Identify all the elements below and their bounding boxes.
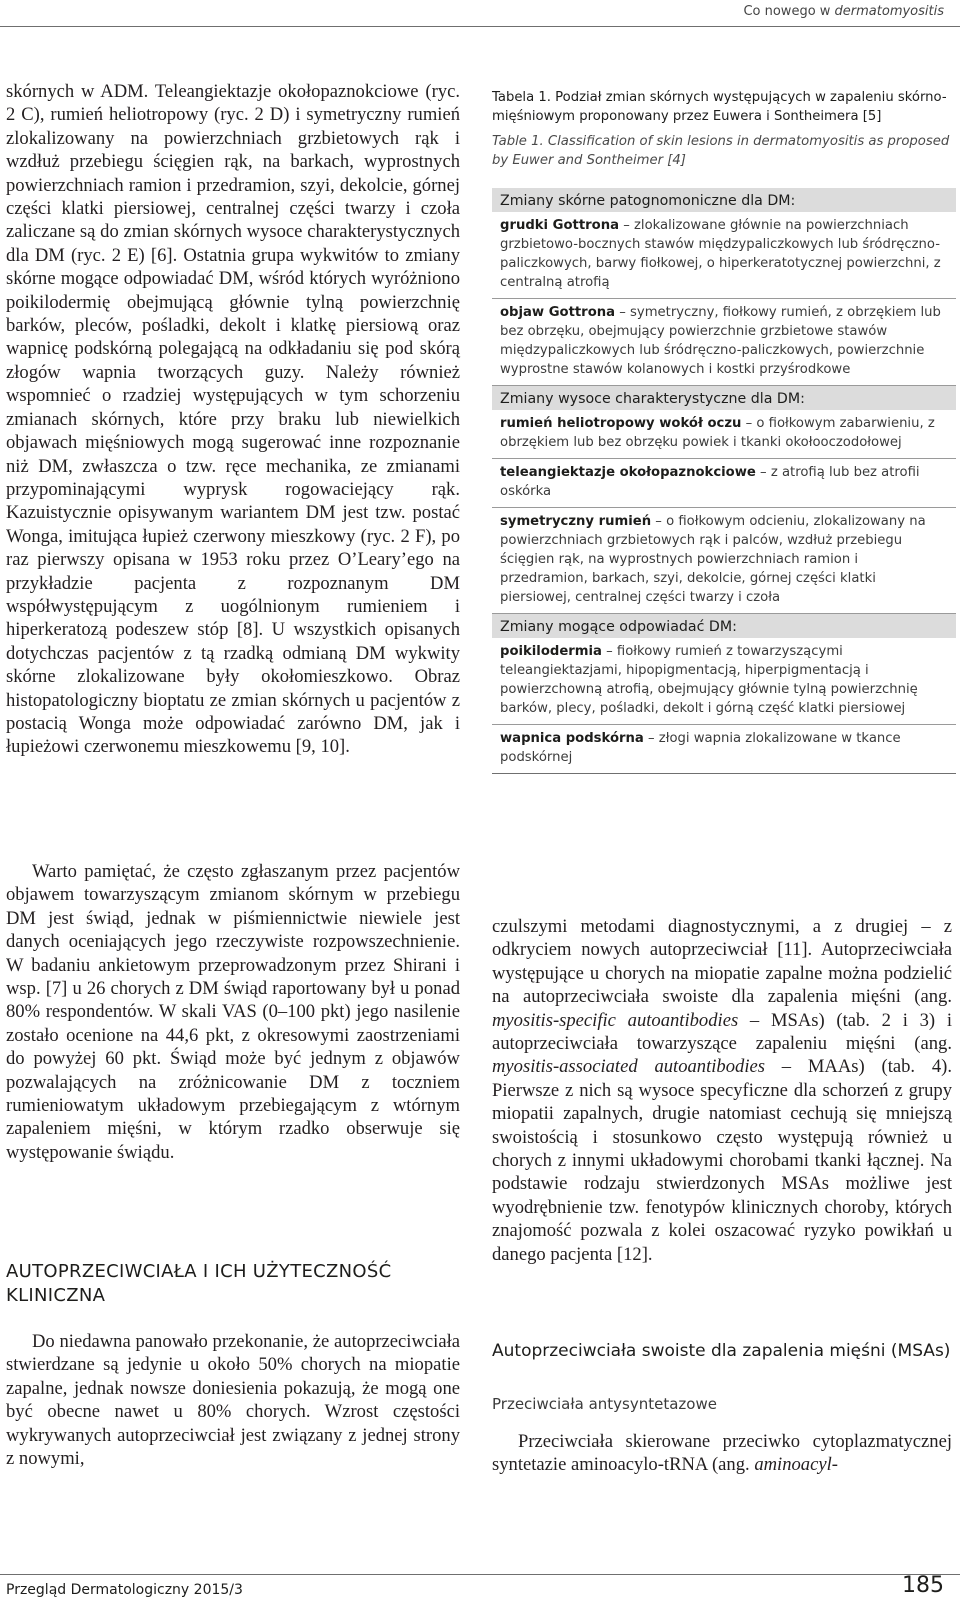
table-term: symetryczny rumień bbox=[500, 514, 652, 529]
table-desc: – zlokalizowane głównie na powierzchniach grzbietowo-bocznych stawów międzypaliczkowych lub śródręczno-paliczkowych, barwy fiołkowej, o hiperkeratotycznej powierzchni, z centralną atrofią bbox=[500, 218, 941, 290]
table-caption-label: Tabela 1. bbox=[492, 90, 551, 105]
table-row bbox=[492, 212, 956, 299]
right-column-lower bbox=[492, 1430, 952, 1477]
table-caption bbox=[492, 88, 956, 170]
table-desc: – złogi wapnia zlokalizowane w tkance podskórnej bbox=[500, 731, 901, 765]
table-row bbox=[492, 508, 956, 614]
right-column bbox=[492, 915, 952, 1266]
table-term: objaw Gottrona bbox=[500, 305, 616, 320]
table-term: rumień heliotropowy wokół oczu bbox=[500, 416, 742, 431]
subsubheading: Przeciwciała antysyntetazowe bbox=[492, 1395, 717, 1413]
table-caption-pl bbox=[492, 88, 956, 126]
table-row bbox=[492, 725, 956, 774]
para-segment: Przeciwciała skierowane przeciwko cytoplazmatycznej syntetazie aminoacylo-tRNA (ang. bbox=[492, 1431, 952, 1476]
table-group-heading: Zmiany skórne patognomoniczne dla DM: bbox=[492, 188, 956, 212]
page-number: 185 bbox=[902, 1573, 944, 1598]
table-row bbox=[492, 459, 956, 508]
header-rule bbox=[0, 26, 960, 27]
table-group-heading: Zmiany wysoce charakterystyczne dla DM: bbox=[492, 386, 956, 410]
table-term: grudki Gottrona bbox=[500, 218, 619, 233]
table-row bbox=[492, 410, 956, 459]
table-desc: – symetryczny, fiołkowy rumień, z obrzękiem lub bez obrzęku, obejmujący powierzchnie grzbietowe stawów międzypaliczkowych lub śródręczno-paliczkowych, powierzchnie wyprostne stawów kolanowych i kostki przyśrodkowe bbox=[500, 305, 941, 377]
body-paragraph-5 bbox=[492, 1430, 952, 1477]
table-group-heading: Zmiany mogące odpowiadać DM: bbox=[492, 614, 956, 638]
table-desc: – o fiołkowym zabarwieniu, z obrzękiem lub bez obrzęku powiek i tkanki okołooczodołowej bbox=[500, 416, 935, 450]
running-head-italic: dermatomyositis bbox=[834, 4, 944, 19]
section-heading: AUTOPRZECIWCIAŁA I ICH UŻYTECZNOŚĆ KLINICZNA bbox=[6, 1261, 392, 1306]
para-segment: – MAAs) (tab. 4). Pierwsze z nich są wysoce specyficzne dla schorzeń z grupy miopatii zapalnych, drugie natomiast cechują się mniejszą swoistością i stosunkowo często występują również u chorych z innymi układowymi chorobami tkanki łącznej. Na podstawie rodzaju stwierdzonych MSAs możliwe jest wyodrębnienie tzw. fenotypów klinicznych choroby, których znajomość pozwala z kolei oszacować ryzyko powikłań u danego pacjenta [12]. bbox=[492, 1056, 952, 1265]
skin-lesions-table bbox=[492, 188, 956, 774]
footer-journal: Przegląd Dermatologiczny 2015/3 bbox=[6, 1582, 243, 1598]
table-desc: – o fiołkowym odcieniu, zlokalizowany na powierzchniach grzbietowych rąk i palców, wzdłuż przebiegu ścięgien rąk, na wyprostnych powierzchniach ramion i przedramion, barkach, szyi, dekolcie, górnej części klatki piersiowej, centralnej części twarzy i czoła bbox=[500, 514, 926, 605]
table-desc: – z atrofią lub bez atrofii oskórka bbox=[500, 465, 920, 499]
para-italic-term: myositis-specific autoantibodies bbox=[492, 1009, 739, 1031]
body-paragraph-1: skórnych w ADM. Teleangiektazje okołopaznokciowe (ryc. 2 C), rumień heliotropowy (ryc. 2 D) i symetryczny rumień zlokalizowany na powierzchniach grzbietowych rąk i wzdłuż przebiegu ścięgien rąk, na barkach, wyprostnych powierzchniach ramion i przedramion, szyi, dekolcie, górnej części klatki piersiowej, centralnej części twarzy i czoła zaliczane są do zmian skórnych wysoce charakterystycznych dla DM (ryc. 2 E) [6]. Ostatnia grupa wykwitów to zmiany skórne mogące odpowiadać DM, wśród których wyróżniono poikilodermię obejmującą głównie tylną powierzchnię barków, pleców, pośladki, dekolt i klatkę piersiową oraz wapnicę podskórną polegającą na odkładaniu się pod skórą złogów wapnia tworzących guzy. Należy również wspomnieć o rzadziej występujących w tym schorzeniu zmianach skórnych, które przy braku lub niewielkich objawach mięśniowych mogą sugerować inne rozpoznanie niż DM, zwłaszcza o tzw. ręce mechanika, ze zmianami przypominającymi wyprysk rogowaciejący rąk. Kazuistycznie opisywanym wariantem DM jest tzw. postać Wonga, imitująca łupież czerwony mieszkowy (ryc. 2 F), po raz pierwszy opisana w 1953 roku przez O’Leary’ego na przykładzie pacjenta z rozpoznanym DM współwystępującym z uogólnionym rumieniem i hiperkeratozą podeszew stóp [8]. U wszystkich opisanych dotychczas pacjentów z tą rzadką odmianą DM wykwity skórne zlokalizowane były okołomieszkowo. Obraz histopatologiczny bioptatu ze zmian skórnych u pacjentów z postacią Wonga może odpowiadać zarówno DM, jak i łupieżowi czerwonemu mieszkowemu [9, 10]. bbox=[6, 81, 460, 758]
left-column-lower bbox=[6, 1330, 460, 1470]
table-term: wapnica podskórna bbox=[500, 731, 644, 746]
table-term: teleangiektazje okołopaznokciowe bbox=[500, 465, 756, 480]
table-row bbox=[492, 638, 956, 725]
running-head-prefix: Co nowego w bbox=[743, 4, 835, 19]
left-column bbox=[6, 80, 460, 1164]
body-paragraph-4 bbox=[492, 915, 952, 1266]
table-row bbox=[492, 299, 956, 386]
body-paragraph-2: Warto pamiętać, że często zgłaszanym przez pacjentów objawem towarzyszącym zmianom skórnym w przebiegu DM jest świąd, jednak w piśmiennictwie niewiele jest danych oceniających jego rzeczywiste rozpowszechnienie. W badaniu ankietowym przeprowadzonym przez Shirani i wsp. [7] u 26 chorych z DM świąd raportowany był u ponad 80% respondentów. W skali VAS (0–100 pkt) jego nasilenie zostało ocenione na 44,6 pkt, z okresowymi zaostrzeniami do powyżej 60 pkt. Świąd może być jednym z objawów pozwalających na zróżnicowanie DM z toczniem rumieniowatym układowym przebiegającym z wtórnym zapaleniem mięśni, w którym rzadko obserwuje się występowanie świądu. bbox=[6, 861, 460, 1163]
para-segment: czulszymi metodami diagnostycznymi, a z drugiej – z odkryciem nowych autoprzeciwciał [11]. Autoprzeciwciała występujące u chorych na miopatie zapalne można podzielić na autoprzeciwciała swoiste dla zapalenia mięśni (ang. bbox=[492, 916, 952, 1008]
para-segment: – MSAs) (tab. 2 i 3) i autoprzeciwciała towarzyszące zapaleniu mięśni (ang. bbox=[492, 1009, 952, 1055]
para-italic-term: myositis-associated autoantibodies bbox=[492, 1056, 765, 1078]
para-italic-term: aminoacyl- bbox=[754, 1454, 838, 1476]
body-paragraph-3: Do niedawna panowało przekonanie, że autoprzeciwciała stwierdzane są jedynie u około 50% chorych na miopatie zapalne, jednak nowsze doniesienia pokazują, że mogą one być obecne nawet u 80% chorych. Wzrost częstości wykrywanych autoprzeciwciał jest związany z jednej strony z nowymi, bbox=[6, 1331, 460, 1470]
table-term: poikilodermia bbox=[500, 644, 602, 659]
running-head bbox=[743, 4, 944, 19]
table-desc: – fiołkowy rumień z towarzyszącymi teleangiektazjami, hipopigmentacją, hiperpigmentacją i powierzchowną atrofią, obejmujący głównie tylną powierzchnię barków, plecy, pośladki, dekolt i górną część klatki piersiowej bbox=[500, 644, 918, 716]
subheading: Autoprzeciwciała swoiste dla zapalenia mięśni (MSAs) bbox=[492, 1341, 951, 1361]
table-caption-text: Podział zmian skórnych występujących w zapaleniu skórno-mięśniowym proponowany przez Euwera i Sontheimera [5] bbox=[492, 90, 947, 124]
table-caption-en: Table 1. Classification of skin lesions in dermatomyositis as proposed by Euwer and Sontheimer [4] bbox=[492, 134, 950, 168]
footer-rule bbox=[0, 1574, 960, 1575]
